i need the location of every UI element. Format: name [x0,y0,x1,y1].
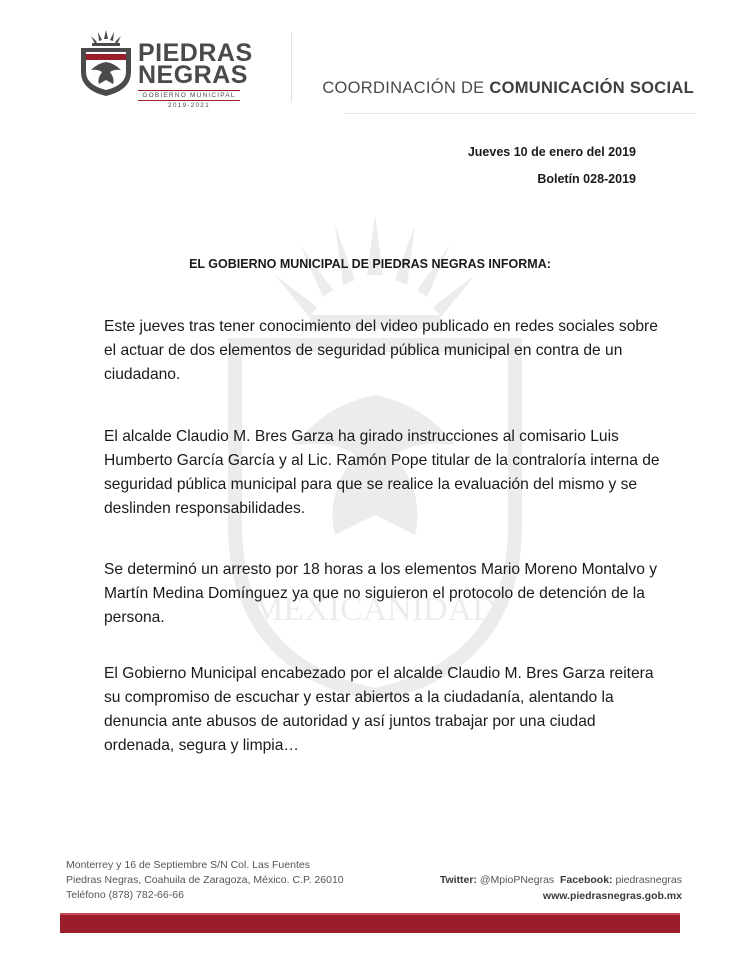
bulletin-number: Boletín 028-2019 [537,172,636,186]
phone: Teléfono (878) 782-66-66 [66,889,184,901]
logo-line2: NEGRAS [138,61,248,89]
website-row [440,888,682,904]
logo-subtitle: GOBIERNO MUNICIPAL [138,90,240,101]
header [0,0,740,120]
coordination-title [322,79,694,98]
address-line1: Monterrey y 16 de Septiembre S/N Col. Las Fuentes [66,859,310,871]
header-divider [291,32,292,102]
paragraph-1: Este jueves tras tener conocimiento del video publicado en redes sociales sobre el actuar de dos elementos de seguridad pública municipal en contra de un ciudadano. [104,318,658,383]
footer-accent-bar [60,913,680,933]
logo-wordmark [138,39,288,109]
twitter-handle: @MpioPNegras [476,874,555,886]
coat-of-arms-icon [78,30,134,98]
logo-line1: PIEDRAS [138,39,253,67]
watermark-text: MEXICANIDAD [253,591,497,628]
paragraph-3: Se determinó un arresto por 18 horas a los elementos Mario Moreno Montalvo y Martín Medina Domínguez ya que no siguieron el protocolo de detención de la persona. [104,561,657,626]
paragraph-2: El alcalde Claudio M. Bres Garza ha girado instrucciones al comisario Luis Humberto García García y al Lic. Ramón Pope titular de la contraloría interna de seguridad pública municipal para que se realice la evaluación del mismo y se deslinden responsabilidades. [104,428,660,517]
coordination-bold: COMUNICACIÓN SOCIAL [489,79,694,97]
twitter-label: Twitter: [439,874,477,886]
headline: EL GOBIERNO MUNICIPAL DE PIEDRAS NEGRAS INFORMA: [189,257,551,271]
facebook-label: Facebook: [560,874,613,886]
header-rule [345,113,695,114]
paragraph-4: El Gobierno Municipal encabezado por el alcalde Claudio M. Bres Garza reitera su compromiso de escuchar y estar abiertos a la ciudadanía, alentando la denuncia ante abusos de autoridad y así juntos trabajar por una ciudad ordenada, segura y limpia… [104,665,654,754]
address-line2: Piedras Negras, Coahuila de Zaragoza, México. C.P. 26010 [66,874,344,886]
website: www.piedrasnegras.gob.mx [542,890,682,902]
logo-years: 2019-2021 [168,102,210,109]
facebook-handle: piedrasnegras [612,874,682,886]
coordination-prefix: COORDINACIÓN DE [322,79,490,97]
bulletin-date: Jueves 10 de enero del 2019 [467,145,636,159]
social-row [440,872,682,888]
footer-address [66,858,344,903]
footer-contact [440,872,682,904]
